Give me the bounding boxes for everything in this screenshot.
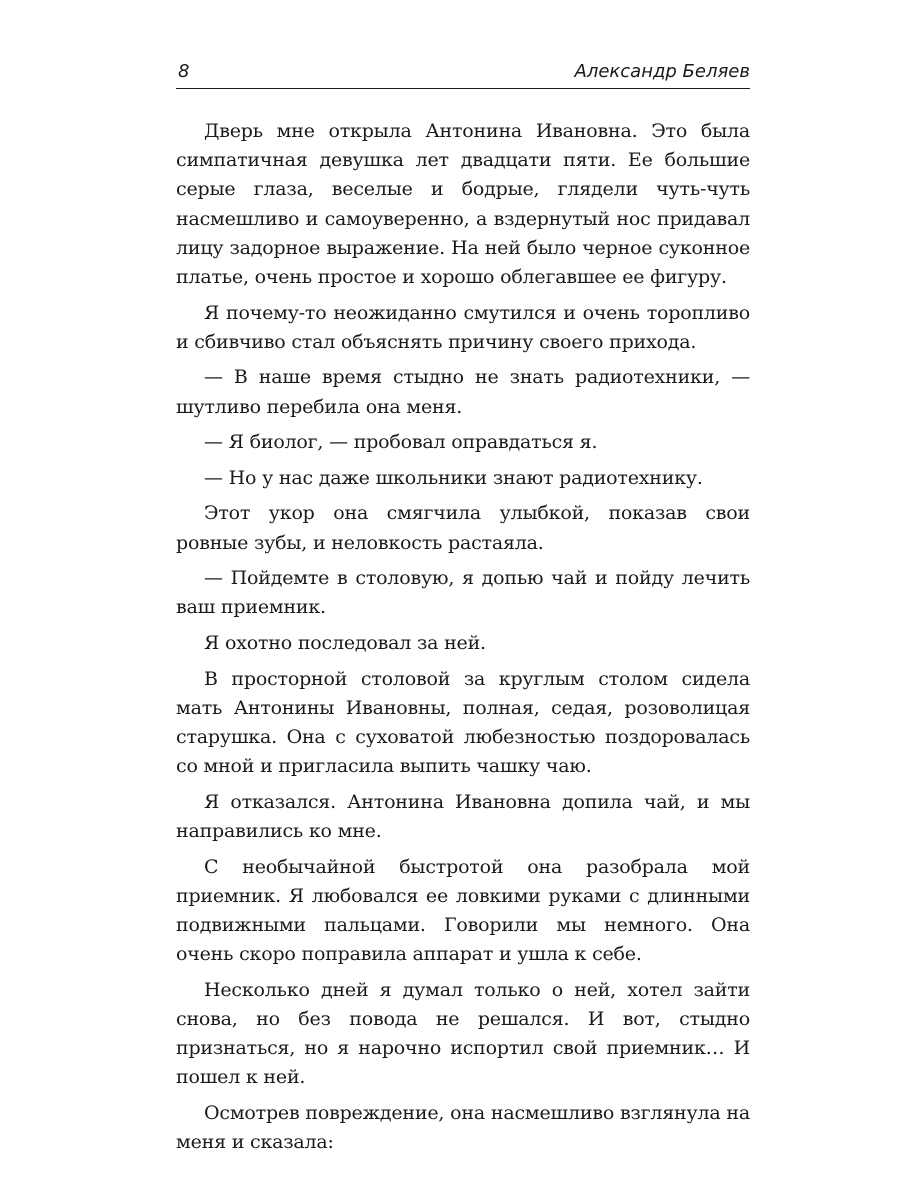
- paragraph: Этот укор она смягчила улыбкой, показав свои ровные зубы, и неловкость растаяла.: [176, 502, 750, 554]
- paragraph: Я отказался. Антонина Ивановна допила чай, и мы направились ко мне.: [176, 790, 750, 842]
- paragraph: С необычайной быстротой она разобрала мой приемник. Я любовался ее ловкими руками с длинными подвижными пальцами. Говорили мы немного. Она очень скоро поправила аппарат и ушла к себе.: [176, 855, 750, 966]
- running-header: [176, 60, 750, 89]
- paragraph: Дверь мне открыла Антонина Ивановна. Это была симпатичная девушка лет двадцати пяти. Ее большие серые глаза, веселые и бодрые, глядели чуть-чуть насмешливо и самоуверенно, а вздернутый нос придавал лицу задорное выражение. На ней было черное суконное платье, очень простое и хорошо облегавшее ее фигуру.: [176, 120, 750, 289]
- paragraph: — Я биолог, — пробовал оправдаться я.: [204, 431, 598, 454]
- book-page: [176, 60, 750, 1157]
- paragraph: — Пойдемте в столовую, я допью чай и пойду лечить ваш приемник.: [176, 567, 750, 619]
- running-head-author: Александр Беляев: [574, 61, 750, 82]
- paragraph: Я почему-то неожиданно смутился и очень торопливо и сбивчиво стал объяснять причину своего прихода.: [176, 301, 750, 353]
- paragraph: Я охотно последовал за ней.: [204, 631, 486, 654]
- paragraph: — Но у нас даже школьники знают радиотехнику.: [204, 466, 703, 489]
- paragraph: — В наше время стыдно не знать радиотехники, — шутливо перебила она меня.: [176, 366, 750, 418]
- page-number: 8: [178, 61, 190, 82]
- paragraph: Осмотрев повреждение, она насмешливо взглянула на меня и сказала:: [176, 1101, 750, 1154]
- paragraph: Несколько дней я думал только о ней, хотел зайти снова, но без повода не решался. И вот, стыдно признаться, но я нарочно испортил свой приемник… И пошел к ней.: [176, 978, 750, 1089]
- body-text: [176, 117, 750, 1157]
- paragraph: В просторной столовой за круглым столом сидела мать Антонины Ивановны, полная, седая, розоволицая старушка. Она с суховатой любезностью поздоровалась со мной и пригласила выпить чашку чаю.: [176, 667, 750, 778]
